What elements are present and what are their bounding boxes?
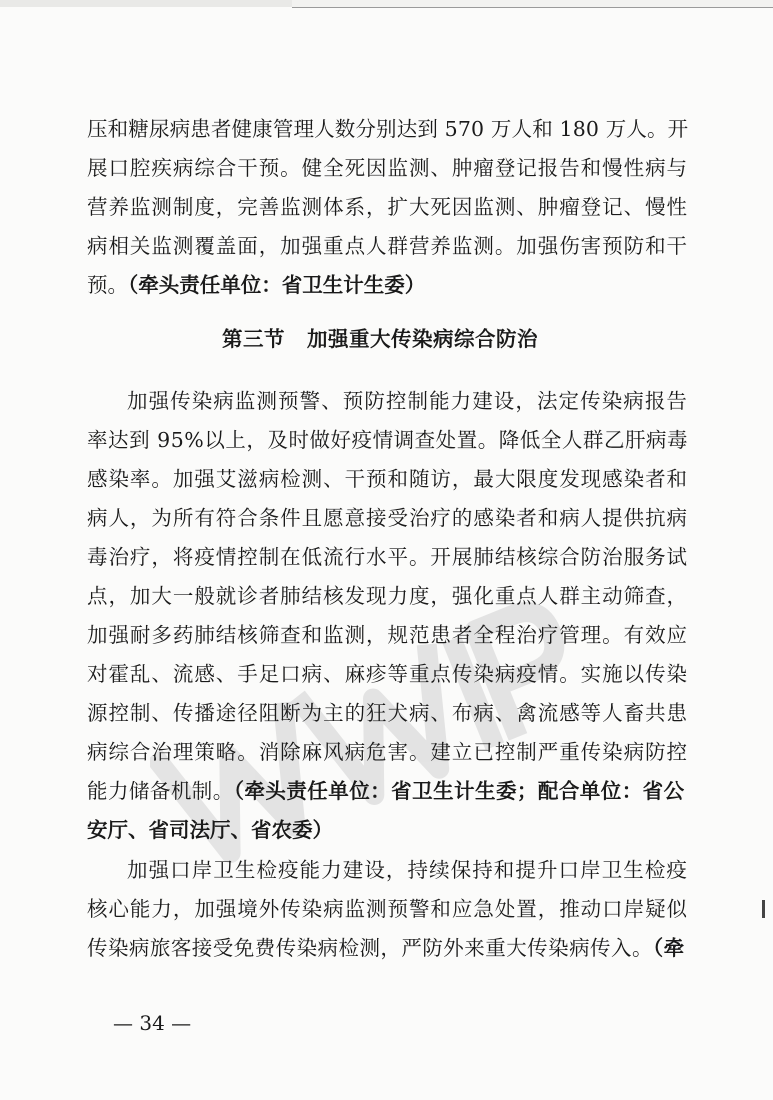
body-text-line — [87, 272, 425, 298]
body-text-line: 病人，为所有符合条件且愿意接受治疗的感染者和病人提供抗病 — [87, 506, 688, 530]
section-heading — [222, 326, 538, 352]
lead-unit-note: 安厅、省司法厅、省农委） — [87, 818, 333, 842]
body-text-line: 加强传染病监测预警、预防控制能力建设，法定传染病报告 — [127, 389, 688, 413]
lead-unit-note: （牵 — [652, 936, 685, 960]
body-text-line: 展口腔疾病综合干预。健全死因监测、肿瘤登记报告和慢性病与 — [87, 156, 688, 180]
body-text-line: 核心能力，加强境外传染病监测预警和应急处置，推动口岸疑似 — [87, 897, 688, 921]
body-text-line: 对霍乱、流感、手足口病、麻疹等重点传染病疫情。实施以传染 — [87, 662, 688, 686]
lead-unit-note: （牵头责任单位：省卫生计生委） — [128, 273, 426, 297]
section-title: 加强重大传染病综合防治 — [307, 327, 538, 351]
body-text-line: 源控制、传播途径阻断为主的狂犬病、布病、禽流感等人畜共患 — [87, 701, 688, 725]
scan-top-edge — [0, 0, 773, 7]
body-text-segment: 能力储备机制。 — [87, 779, 234, 803]
page-number: — 34 — — [113, 1011, 192, 1035]
body-text-line — [87, 935, 685, 961]
body-text-line: 点，加大一般就诊者肺结核发现力度，强化重点人群主动筛查， — [87, 584, 688, 608]
body-text-line: 加强耐多药肺结核筛查和监测，规范患者全程治疗管理。有效应 — [87, 623, 688, 647]
body-text-line: 营养监测制度，完善监测体系，扩大死因监测、肿瘤登记、慢性 — [87, 195, 688, 219]
body-text-segment: 预。 — [87, 273, 128, 297]
body-text-line: 加强口岸卫生检疫能力建设，持续保持和提升口岸卫生检疫 — [127, 858, 688, 882]
section-number: 第三节 — [222, 327, 285, 351]
body-text-line: 病综合治理策略。消除麻风病危害。建立已控制严重传染病防控 — [87, 740, 688, 764]
body-text-line: 感染率。加强艾滋病检测、干预和随访，最大限度发现感染者和 — [87, 467, 688, 491]
scan-artifact — [762, 900, 765, 918]
body-text-line: 毒治疗，将疫情控制在低流行水平。开展肺结核综合防治服务试 — [87, 545, 688, 569]
body-text-segment: 传染病旅客接受免费传染病检测，严防外来重大传染病传入。 — [87, 936, 653, 960]
lead-unit-note: （牵头责任单位：省卫生计生委；配合单位：省公 — [233, 779, 685, 803]
body-text-line: 压和糖尿病患者健康管理人数分别达到 570 万人和 180 万人。开 — [87, 117, 689, 141]
body-text-line: 病相关监测覆盖面，加强重点人群营养监测。加强伤害预防和干 — [87, 234, 688, 258]
body-text-line: 率达到 95%以上，及时做好疫情调查处置。降低全人群乙肝病毒 — [87, 428, 689, 452]
body-text-line — [87, 778, 685, 804]
